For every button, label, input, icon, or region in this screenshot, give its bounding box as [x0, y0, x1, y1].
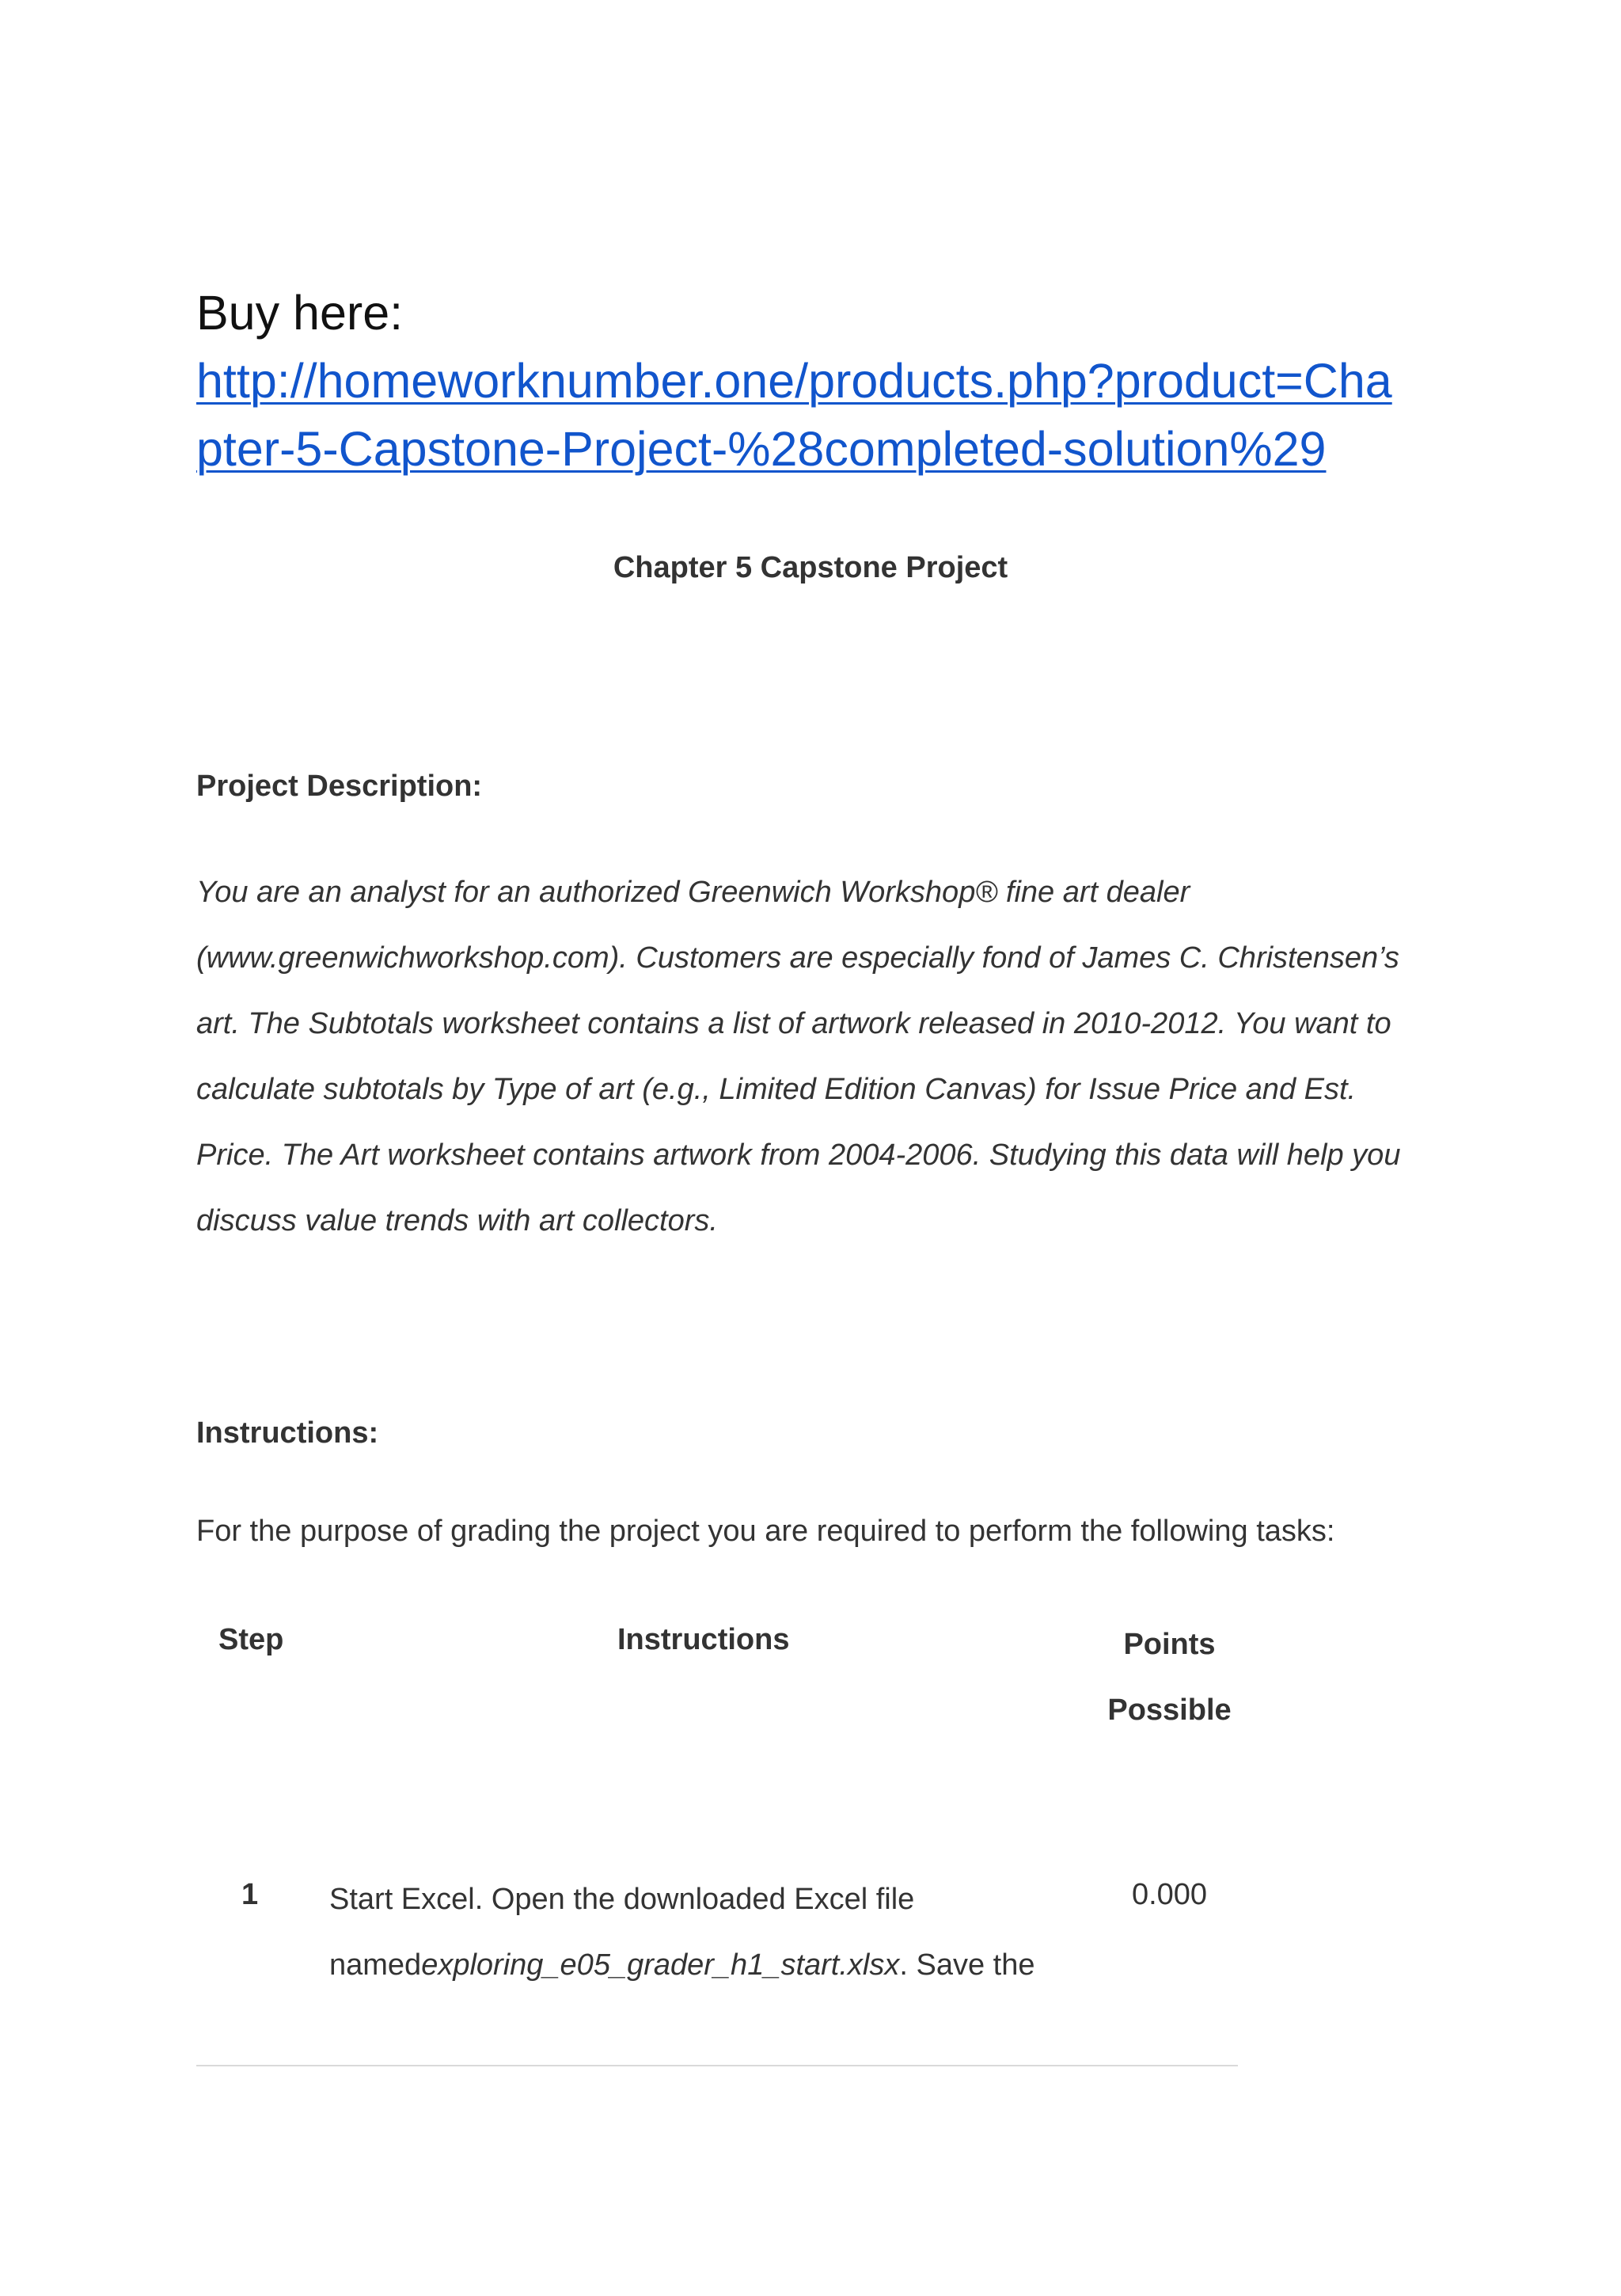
description-line: art. The Subtotals worksheet contains a list of artwork released in 2010-2012. You want to — [196, 1007, 1391, 1040]
project-description-heading: Project Description: — [196, 770, 483, 803]
row-instructions-line-1: Start Excel. Open the downloaded Excel file — [329, 1883, 915, 1916]
description-line: calculate subtotals by Type of art (e.g., Limited Edition Canvas) for Issue Price and Est. — [196, 1073, 1357, 1106]
description-line: Price. The Art worksheet contains artwork from 2004-2006. Studying this data will help you — [196, 1138, 1401, 1172]
instructions-heading: Instructions: — [196, 1416, 379, 1450]
table-header-instructions: Instructions — [617, 1623, 790, 1656]
row-instructions-suffix: . Save the — [899, 1948, 1035, 1982]
description-line: discuss value trends with art collectors. — [196, 1204, 718, 1237]
row-instructions — [329, 1867, 1035, 1998]
table-header-points-line-1: Points — [1123, 1628, 1216, 1661]
document-title: Chapter 5 Capstone Project — [613, 551, 1008, 584]
product-link-line-2[interactable]: pter-5-Capstone-Project-%28completed-solution%29 — [196, 422, 1327, 476]
instructions-intro: For the purpose of grading the project you are required to perform the following tasks: — [196, 1515, 1335, 1548]
buy-here-label: Buy here: — [196, 286, 404, 340]
project-description-text — [196, 860, 1431, 1254]
product-link[interactable] — [196, 347, 1463, 483]
table-header-points-line-2: Possible — [1107, 1693, 1232, 1727]
row-instructions-filename: exploring_e05_grader_h1_start.xlsx — [421, 1948, 900, 1982]
row-points: 0.000 — [1131, 1878, 1208, 1911]
row-instructions-prefix: named — [329, 1948, 422, 1982]
table-header-points — [1084, 1612, 1255, 1743]
table-divider — [196, 2065, 1238, 2066]
row-step-number: 1 — [241, 1878, 259, 1911]
table-header-step: Step — [218, 1623, 284, 1656]
row-instructions-line-2 — [329, 1933, 1035, 1998]
description-line: You are an analyst for an authorized Greenwich Workshop® fine art dealer — [196, 876, 1190, 909]
description-line: (www.greenwichworkshop.com). Customers are especially fond of James C. Christensen’s — [196, 941, 1399, 975]
product-link-line-1[interactable]: http://homeworknumber.one/products.php?product=Cha — [196, 354, 1392, 408]
